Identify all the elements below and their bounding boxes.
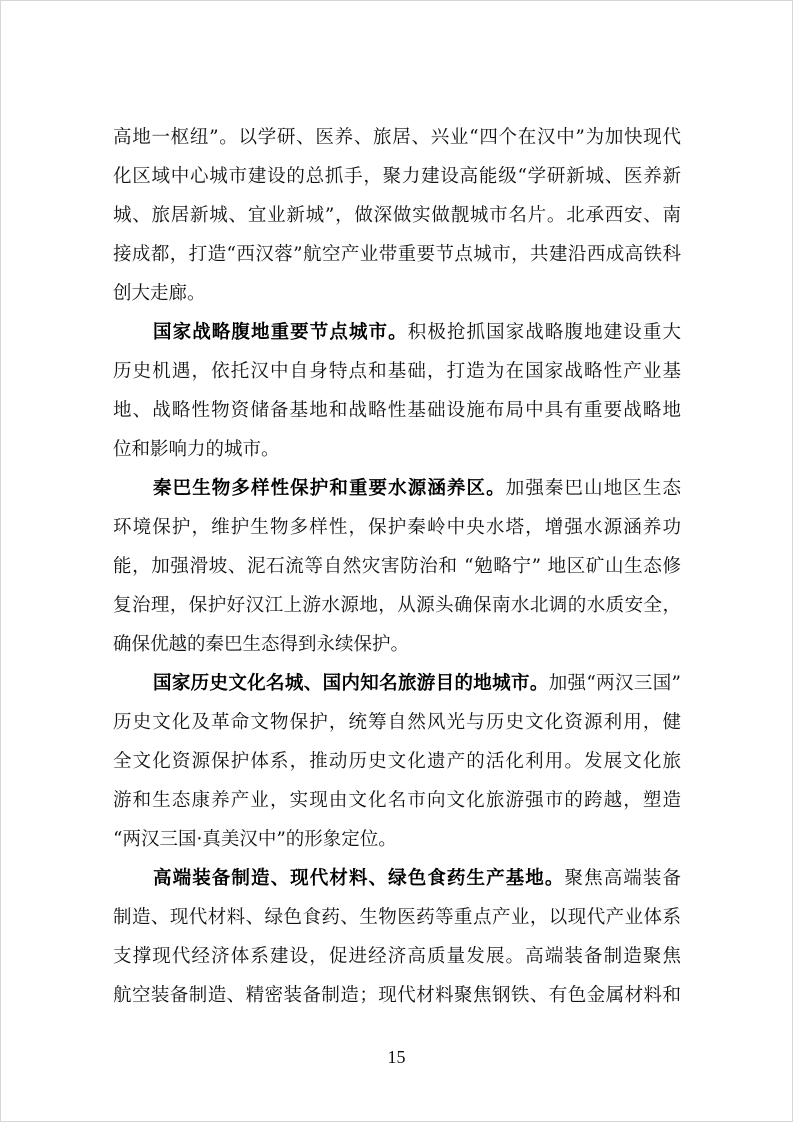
text-line: 化区域中心城市建设的总抓手，聚力建设高能级“学研新城、医养新	[113, 166, 681, 187]
text-line: 全文化资源保护体系，推动历史文化遗产的活化利用。发展文化旅	[113, 751, 681, 772]
page-number: 15	[387, 1047, 406, 1067]
text-line: 能，加强滑坡、泥石流等自然灾害防治和 “勉略宁” 地区矿山生态修	[113, 556, 681, 577]
text-line: 高地一枢纽”。以学研、医养、旅居、兴业“四个在汉中”为加快现代	[113, 127, 681, 148]
text-line: 创大走廊。	[113, 283, 206, 304]
line-text: 加强“两汉三国”	[548, 673, 681, 694]
paragraph-heading: 秦巴生物多样性保护和重要水源涵养区。	[153, 478, 506, 499]
line-text: 加强秦巴山地区生态	[505, 478, 681, 499]
line-text: 积极抢抓国家战略腹地建设重大	[407, 322, 681, 343]
line-text: 聚焦高端装备	[564, 868, 681, 889]
paragraph	[113, 859, 681, 1015]
text-line: 历史机遇，依托汉中自身特点和基础，打造为在国家战略性产业基	[113, 361, 681, 382]
text-line: 历史文化及革命文物保护，统筹自然风光与历史文化资源利用，健	[113, 712, 681, 733]
text-line: 复治理，保护好汉江上游水源地，从源头确保南水北调的水质安全，	[113, 595, 681, 616]
paragraph	[113, 313, 681, 469]
text-line: 航空装备制造、精密装备制造；现代材料聚焦钢铁、有色金属材料和	[113, 985, 681, 1006]
paragraph	[113, 469, 681, 664]
text-line	[113, 664, 681, 703]
text-line: 确保优越的秦巴生态得到永续保护。	[113, 634, 410, 655]
text-line: 城、旅居新城、宜业新城”，做深做实做靓城市名片。北承西安、南	[113, 205, 681, 226]
text-line: “两汉三国·真美汉中”的形象定位。	[113, 829, 397, 850]
text-line: 游和生态康养产业，实现由文化名市向文化旅游强市的跨越，塑造	[113, 790, 681, 811]
paragraph	[113, 664, 681, 859]
text-line	[113, 469, 681, 508]
paragraph-heading: 高端装备制造、现代材料、绿色食药生产基地。	[153, 868, 565, 889]
text-line: 接成都，打造“西汉蓉”航空产业带重要节点城市，共建沿西成高铁科	[113, 244, 681, 265]
text-line: 环境保护，维护生物多样性，保护秦岭中央水塔，增强水源涵养功	[113, 517, 681, 538]
text-line: 地、战略性物资储备基地和战略性基础设施布局中具有重要战略地	[113, 400, 681, 421]
paragraph	[113, 118, 681, 313]
text-line: 制造、现代材料、绿色食药、生物医药等重点产业，以现代产业体系	[113, 907, 681, 928]
text-line: 位和影响力的城市。	[113, 439, 280, 460]
paragraph-heading: 国家历史文化名城、国内知名旅游目的地城市。	[153, 673, 549, 694]
text-line	[113, 313, 681, 352]
body-text	[113, 118, 681, 1015]
text-line: 支撑现代经济体系建设，促进经济高质量发展。高端装备制造聚焦	[113, 946, 681, 967]
paragraph-heading: 国家战略腹地重要节点城市。	[153, 322, 408, 343]
text-line	[113, 859, 681, 898]
